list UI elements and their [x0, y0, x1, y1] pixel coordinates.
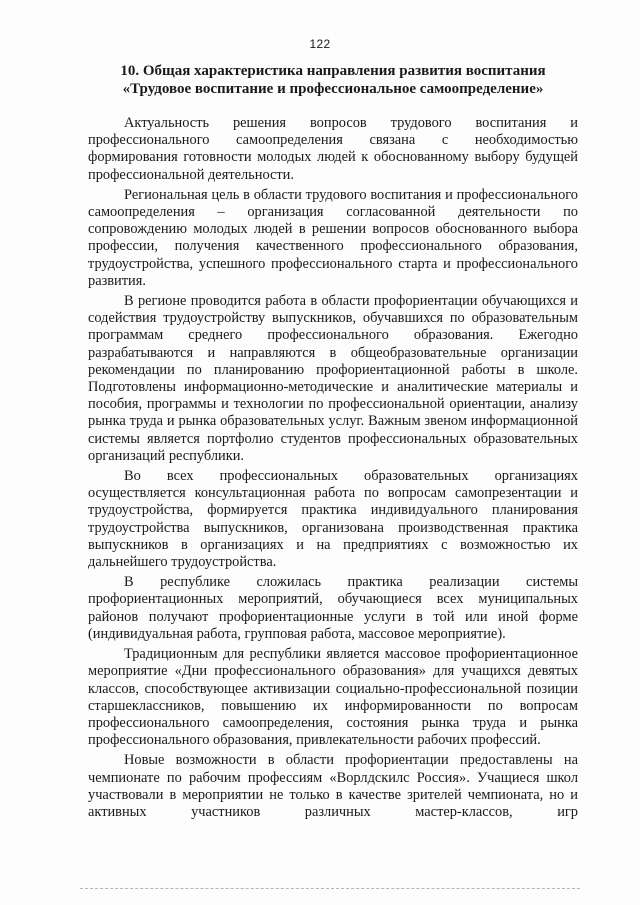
- page-number: 122: [309, 37, 331, 51]
- paragraph: Региональная цель в области трудового воспитания и профессионального самоопределения – организация согласованной деятельности по сопровождению молодых людей в решении вопросов обоснованного выбора профессии, получения качественного профессионального образования, трудоустройства, успешного профессионального старта и профессионального развития.: [88, 186, 578, 289]
- paragraph: Новые возможности в области профориентации предоставлены на чемпионате по рабочим профессиям «Ворлдскилс Россия». Учащиеся школ участвовали в мероприятии не только в качестве зрителей чемпионата, но и активных участников различных мастер-классов, игр: [88, 752, 578, 820]
- section-heading-line-2: «Трудовое воспитание и профессиональное самоопределение»: [122, 81, 544, 97]
- paragraph: В регионе проводится работа в области профориентации обучающихся и содействия трудоустройству выпускников, обучавшихся по образовательным программам среднего профессионального образования. Ежегодно разрабатываются и направляются в общеобразовательные организации рекомендации по планированию профориентационной работы в школе. Подготовлены информационно-методические и аналитические материалы и пособия, программы и технологии по профессиональной ориентации, анализу рынка труда и рынка образовательных услуг. Важным звеном информационной системы является портфолио студентов профессиональных образовательных организаций республики.: [88, 293, 578, 464]
- section-heading-line-1: 10. Общая характеристика направления развития воспитания: [120, 63, 546, 79]
- paragraph: В республике сложилась практика реализации системы профориентационных мероприятий, обучающиеся всех муниципальных районов получают профориентационные услуги в той или иной форме (индивидуальная работа, групповая работа, массовое мероприятие).: [88, 574, 578, 642]
- body-text: [88, 115, 578, 824]
- page-bottom-rule: [80, 888, 580, 889]
- paragraph: Во всех профессиональных образовательных организациях осуществляется консультационная работа по вопросам самопрезентации и трудоустройства, формируется практика индивидуального планирования трудоустройства выпускников, организована производственная практика выпускников в организациях и на предприятиях с возможностью их дальнейшего трудоустройства.: [88, 468, 578, 571]
- paragraph: Актуальность решения вопросов трудового воспитания и профессионального самоопределения связана с необходимостью формирования готовности молодых людей к обоснованному выбору будущей профессиональной деятельности.: [88, 115, 578, 183]
- paragraph: Традиционным для республики является массовое профориентационное мероприятие «Дни профессионального образования» для учащихся девятых классов, способствующее активизации социально-профессиональной позиции старшеклассников, повышению их информированности по вопросам профессионального самоопределения, состояния рынка труда и рынка профессионального образования, привлекательности рабочих профессий.: [88, 646, 578, 749]
- section-heading: [88, 62, 578, 98]
